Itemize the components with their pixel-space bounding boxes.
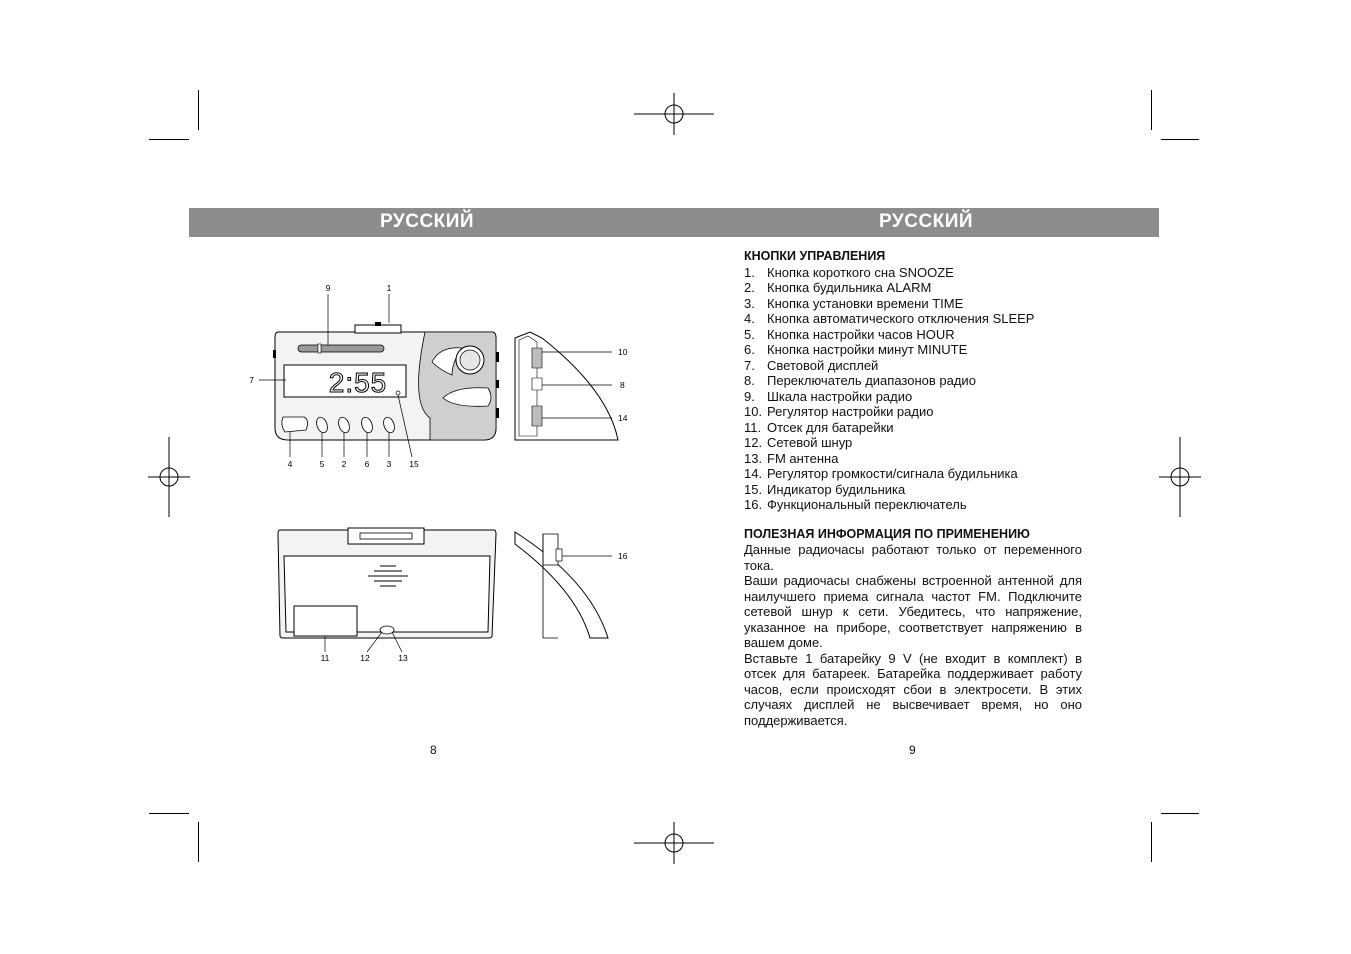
info-paragraph: Данные радиочасы работают только от переменного тока.	[744, 542, 1082, 573]
registration-mark	[634, 822, 714, 864]
callout-label: 5	[319, 459, 325, 469]
clock-back-diagram	[240, 520, 640, 670]
callout-label: 4	[287, 459, 293, 469]
list-item: 11. Отсек для батарейки	[744, 419, 894, 435]
callout-label: 13	[398, 653, 408, 663]
snooze-button	[355, 325, 401, 333]
callout-label: 14	[618, 413, 628, 423]
callout-label: 12	[360, 653, 370, 663]
list-item: 8. Переключатель диапазонов радио	[744, 373, 976, 388]
clock-side-view	[515, 332, 618, 440]
list-item: 2. Кнопка будильника ALARM	[744, 280, 932, 295]
page-number-right: 9	[909, 743, 916, 757]
callout-label: 10	[618, 347, 628, 357]
clock-front-diagram	[240, 280, 640, 475]
callout-label: 16	[618, 551, 628, 561]
callout-label: 15	[409, 459, 419, 469]
list-item: 10. Регулятор настройки радио	[744, 404, 934, 419]
crop-mark	[1161, 139, 1199, 140]
callout-label: 9	[325, 283, 331, 293]
list-item: 7. Световой дисплей	[744, 357, 879, 373]
crop-mark	[198, 822, 199, 862]
info-title: ПОЛЕЗНАЯ ИНФОРМАЦИЯ ПО ПРИМЕНЕНИЮ	[744, 526, 1030, 541]
info-paragraph: Вставьте 1 батарейку 9 V (не входит в комплект) в отсек для батареек. Батарейка поддерживает работу часов, если происходят сбои в электросети. В этих случаях дисплей не высвечивает время, но оно поддерживается.	[744, 650, 1082, 728]
callout-label: 11	[320, 653, 330, 663]
callout-label: 2	[341, 459, 347, 469]
crop-mark	[1151, 822, 1152, 862]
list-item: 9. Шкала настройки радио	[744, 388, 913, 404]
crop-mark	[149, 139, 189, 140]
crop-mark	[149, 813, 189, 814]
tuning-scale	[298, 345, 384, 352]
registration-mark	[1159, 437, 1201, 517]
list-item: 1. Кнопка короткого сна SNOOZE	[744, 264, 954, 280]
callout-label: 1	[386, 283, 392, 293]
callout-label: 3	[386, 459, 392, 469]
list-item: 5. Кнопка настройки часов HOUR	[744, 326, 955, 342]
cord-outlet	[380, 626, 394, 634]
controls-list	[744, 265, 1082, 513]
list-item: 12. Сетевой шнур	[744, 435, 853, 450]
left-header-title: РУССКИЙ	[380, 211, 475, 232]
callout-label: 6	[364, 459, 370, 469]
info-paragraph: Ваши радиочасы снабжены встроенной антенной для наилучшего приема сигнала частот FM. Подключите сетевой шнур к сети. Убедитесь, что напряжение, указанное на приборе, соответствует напряжению в вашем доме.	[744, 573, 1082, 650]
page-number-left: 8	[430, 743, 437, 757]
crop-mark	[1151, 90, 1152, 130]
display-time: 2:55	[328, 367, 388, 398]
list-item: 6. Кнопка настройки минут MINUTE	[744, 342, 968, 357]
controls-title: КНОПКИ УПРАВЛЕНИЯ	[744, 249, 886, 263]
crop-mark	[1161, 813, 1199, 814]
list-item: 16. Функциональный переключатель	[744, 497, 967, 512]
battery-compartment	[294, 606, 357, 636]
list-item: 14. Регулятор громкости/сигнала будильника	[744, 466, 1018, 481]
right-page-content	[744, 249, 1082, 728]
registration-mark	[634, 93, 714, 135]
sleep-button	[282, 417, 308, 432]
clock-back-side-view	[515, 532, 608, 638]
callout-label: 8	[620, 380, 625, 390]
language-header-bar	[189, 208, 1159, 237]
right-header-title: РУССКИЙ	[879, 211, 974, 232]
list-item: 15. Индикатор будильника	[744, 481, 906, 497]
list-item: 13. FM антенна	[744, 450, 839, 466]
registration-mark	[148, 437, 190, 517]
callout-label: 7	[249, 375, 254, 385]
crop-mark	[198, 90, 199, 130]
list-item: 4. Кнопка автоматического отключения SLEEP	[744, 311, 1035, 326]
list-item: 3. Кнопка установки времени TIME	[744, 295, 964, 311]
